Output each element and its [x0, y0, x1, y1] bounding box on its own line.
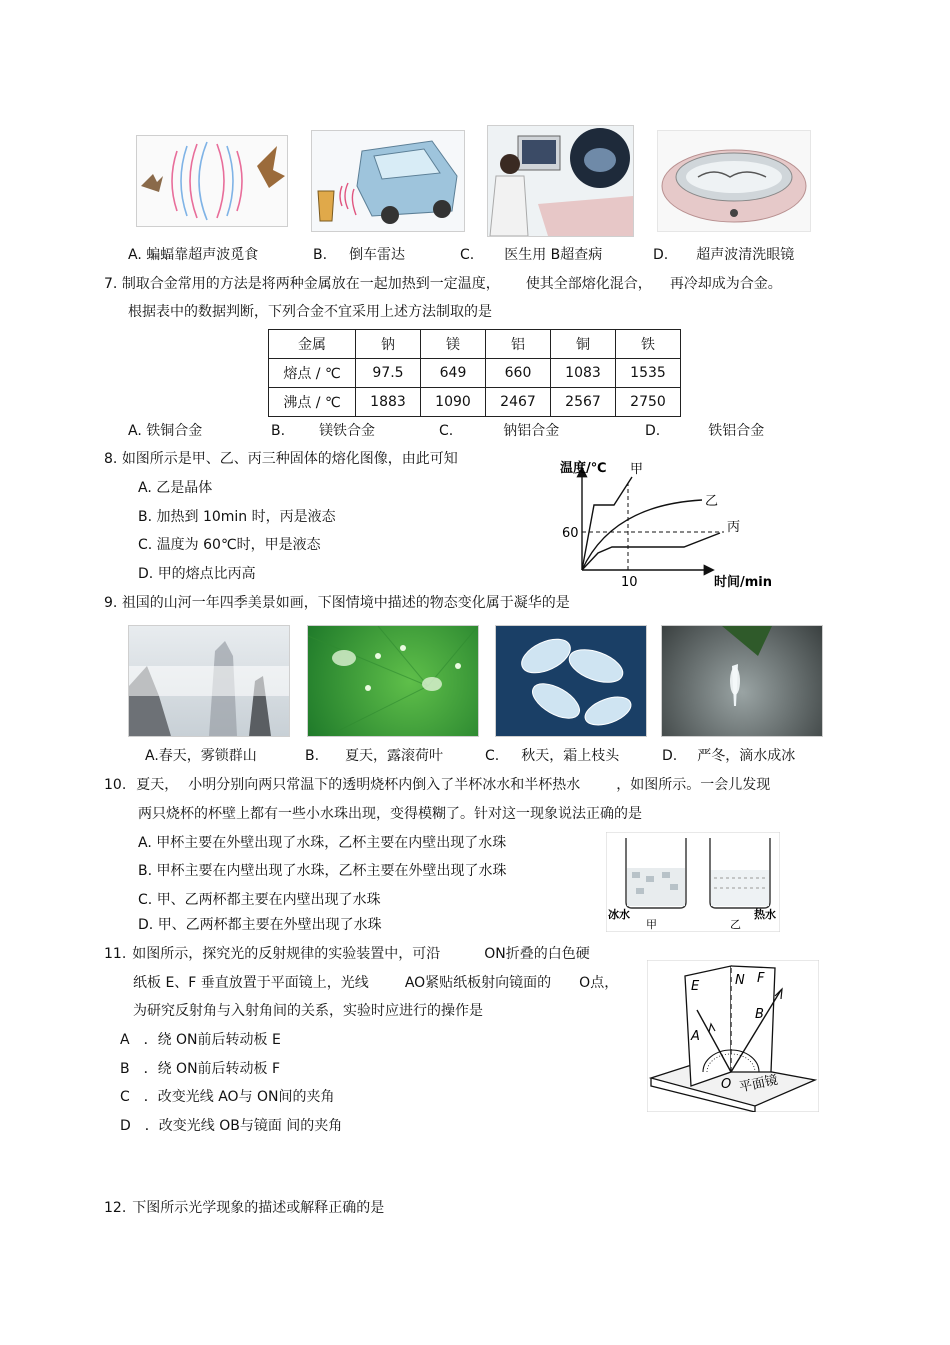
- option-letter: B.: [271, 423, 286, 439]
- ultrasonic-cleaner-image: [657, 130, 811, 232]
- table-cell: 2467: [486, 388, 551, 417]
- option-letter: A.: [128, 247, 142, 263]
- q11-option-d: [120, 1116, 342, 1136]
- q9-option-c: [485, 746, 619, 766]
- q10-stem-line1: [104, 775, 770, 795]
- label-N: N: [735, 973, 745, 988]
- fog-mountains-image: [128, 625, 290, 737]
- q7-option-d: [645, 421, 764, 441]
- label-O: O: [721, 1077, 732, 1092]
- table-cell: 2750: [616, 388, 681, 417]
- q7-stem-part-3: 再冷却成为合金。: [669, 276, 782, 292]
- option-letter: D.: [138, 917, 154, 933]
- label-B: B: [755, 1007, 764, 1022]
- option-text: 加热到 10min 时，丙是液态: [156, 509, 336, 525]
- table-cell: 1090: [421, 388, 486, 417]
- option-text: 甲杯主要在外壁出现了水珠，乙杯主要在内壁出现了水珠: [156, 835, 507, 851]
- melting-graph: [552, 455, 778, 593]
- option-text: 甲、乙两杯都主要在外壁出现了水珠: [157, 917, 382, 933]
- option-text: 铁铜合金: [146, 423, 203, 439]
- b-ultrasound-image: [487, 125, 634, 237]
- table-header-cell: 铝: [486, 330, 551, 359]
- table-header-row: [269, 330, 681, 359]
- option-letter: D.: [662, 748, 678, 764]
- q7-stem-line1: [104, 274, 782, 294]
- option-text: 春天，雾锁群山: [158, 748, 257, 764]
- table-cell: 2567: [551, 388, 616, 417]
- y-tick-label: 60: [562, 526, 579, 541]
- table-cell: 660: [486, 359, 551, 388]
- q11-line1: [104, 944, 590, 964]
- option-letter: C.: [485, 748, 500, 764]
- q8-stem: [104, 449, 458, 469]
- x-tick-label: 10: [621, 575, 638, 590]
- q8-stem-text: 如图所示是甲、乙、丙三种固体的熔化图像，由此可知: [121, 451, 458, 467]
- q7-option-a: [128, 421, 202, 441]
- option-letter: C.: [138, 537, 153, 553]
- option-letter: C.: [138, 892, 153, 908]
- q11-option-a: [120, 1030, 281, 1050]
- option-text: 镁铁合金: [319, 423, 376, 439]
- q11-line3: 为研究反射角与入射角间的关系，实验时应进行的操作是: [133, 1003, 483, 1019]
- option-text: 倒车雷达: [349, 247, 406, 263]
- q9-option-b: [305, 746, 443, 766]
- option-letter: A: [120, 1032, 130, 1048]
- option-text: ．绕 ON前后转动板 F: [143, 1061, 281, 1077]
- hot-water-label: 热水: [754, 908, 776, 921]
- option-letter: B.: [138, 509, 153, 525]
- option-letter: D: [120, 1118, 131, 1134]
- car-radar-image: [311, 130, 465, 232]
- q11-line2-part-2: AO紧贴纸板射向镜面的: [404, 975, 552, 991]
- q10-option-a: [138, 833, 506, 853]
- question-number: 12.: [104, 1200, 127, 1216]
- q12-stem-text: 下图所示光学现象的描述或解释正确的是: [132, 1200, 385, 1216]
- option-text: 医生用 B超查病: [504, 247, 603, 263]
- option-text: 铁铝合金: [708, 423, 765, 439]
- option-letter: B.: [305, 748, 320, 764]
- option-text: 钠铝合金: [503, 423, 560, 439]
- option-text: 秋天，霜上枝头: [521, 748, 620, 764]
- question-number: 7.: [104, 276, 118, 292]
- q9-stem-text: 祖国的山河一年四季美景如画，下图情境中描述的物态变化属于凝华的是: [121, 595, 570, 611]
- q10-option-b: [138, 861, 507, 881]
- option-letter: A.: [128, 423, 142, 439]
- label-bing: 丙: [727, 520, 741, 535]
- option-text: ．改变光线 AO与 ON间的夹角: [143, 1089, 335, 1105]
- q10-stem-part-2: 小明分别向两只常温下的透明烧杯内倒入了半杯冰水和半杯热水: [188, 777, 581, 793]
- option-text: 严冬，滴水成冰: [697, 748, 796, 764]
- beakers-figure: [606, 832, 780, 932]
- table-row: [269, 359, 681, 388]
- table-cell: 97.5: [356, 359, 421, 388]
- q8-option-a: [138, 478, 212, 498]
- q9-option-a: [145, 746, 257, 766]
- q10-stem-part-3: ，如图所示。一会儿发现: [616, 777, 771, 793]
- option-letter: A.: [138, 835, 152, 851]
- q12-stem: [104, 1198, 384, 1218]
- table-row: [269, 388, 681, 417]
- dew-lotus-image: [307, 625, 479, 737]
- q7-stem-part-1: 制取合金常用的方法是将两种金属放在一起加热到一定温度，: [121, 276, 500, 292]
- option-letter: B.: [313, 247, 328, 263]
- option-letter: A.: [138, 480, 152, 496]
- option-letter: C.: [460, 247, 475, 263]
- option-letter: B: [120, 1061, 130, 1077]
- label-A: A: [691, 1029, 700, 1044]
- melting-point-table: [268, 329, 681, 417]
- option-text: 蝙蝠靠超声波觅食: [146, 247, 259, 263]
- table-header-cell: 钠: [356, 330, 421, 359]
- label-yi: 乙: [705, 494, 719, 509]
- q6-option-c: [460, 245, 602, 265]
- jia-label: 甲: [646, 918, 657, 931]
- q6-option-d: [653, 245, 794, 265]
- reflection-figure: [647, 960, 819, 1112]
- option-text: ．改变光线 OB与镜面 间的夹角: [144, 1118, 343, 1134]
- label-E: E: [691, 979, 700, 994]
- q7-option-b: [271, 421, 375, 441]
- q10-option-d: [138, 915, 382, 935]
- label-F: F: [757, 971, 765, 986]
- q6-option-b: [313, 245, 405, 265]
- q11-option-b: [120, 1059, 280, 1079]
- option-text: 温度为 60℃时，甲是液态: [156, 537, 321, 553]
- option-text: 乙是晶体: [156, 480, 213, 496]
- table-cell: 649: [421, 359, 486, 388]
- q8-option-b: [138, 507, 336, 527]
- table-cell: 沸点 / ℃: [269, 388, 356, 417]
- label-jia: 甲: [630, 462, 644, 477]
- table-cell: 熔点 / ℃: [269, 359, 356, 388]
- table-header-cell: 铜: [551, 330, 616, 359]
- table-cell: 1883: [356, 388, 421, 417]
- q7-option-c: [439, 421, 559, 441]
- option-text: 超声波清洗眼镜: [696, 247, 795, 263]
- label-mirror: 平面镜: [737, 1072, 780, 1096]
- table-header-cell: 镁: [421, 330, 486, 359]
- q11-option-c: [120, 1087, 335, 1107]
- option-letter: D.: [138, 566, 154, 582]
- option-text: 甲的熔点比丙高: [157, 566, 256, 582]
- y-axis-label: 温度/℃: [560, 461, 607, 476]
- option-text: 甲杯主要在内壁出现了水珠，乙杯主要在外壁出现了水珠: [156, 863, 507, 879]
- option-letter: B.: [138, 863, 153, 879]
- icicle-image: [661, 625, 823, 737]
- bat-ultrasound-image: [136, 135, 288, 227]
- q11-line2-part-1: 纸板 E、F 垂直放置于平面镜上，光线: [133, 975, 369, 991]
- question-number: 8.: [104, 451, 118, 467]
- table-header-cell: 金属: [269, 330, 356, 359]
- q11-line2: [133, 973, 618, 993]
- table-header-cell: 铁: [616, 330, 681, 359]
- q8-option-d: [138, 564, 256, 584]
- yi-label: 乙: [730, 918, 741, 931]
- q7-stem-line2: 根据表中的数据判断，下列合金不宜采用上述方法制取的是: [128, 304, 492, 320]
- frost-leaves-image: [495, 625, 647, 737]
- q10-stem-part-1: 夏天，: [136, 777, 179, 793]
- option-letter: C.: [439, 423, 454, 439]
- option-letter: A.: [145, 748, 159, 764]
- option-letter: D.: [653, 247, 669, 263]
- q8-option-c: [138, 535, 321, 555]
- question-number: 9.: [104, 595, 118, 611]
- option-letter: C: [120, 1089, 130, 1105]
- ice-water-label: 冰水: [608, 908, 630, 921]
- curve-yi: [582, 500, 702, 570]
- option-text: ．绕 ON前后转动板 E: [143, 1032, 281, 1048]
- q6-option-a: [128, 245, 258, 265]
- q11-line2-part-3: O点，: [579, 975, 619, 991]
- option-letter: D.: [645, 423, 661, 439]
- q11-line1-part-1: 如图所示，探究光的反射规律的实验装置中，可沿: [132, 946, 441, 962]
- option-text: 甲、乙两杯都主要在内壁出现了水珠: [156, 892, 381, 908]
- q10-option-c: [138, 890, 381, 910]
- q7-stem-part-2: 使其全部熔化混合，: [525, 276, 652, 292]
- question-number: 11.: [104, 946, 127, 962]
- question-number: 10.: [104, 777, 127, 793]
- q9-option-d: [662, 746, 795, 766]
- option-text: 夏天，露滚荷叶: [345, 748, 444, 764]
- q10-stem-line2: 两只烧杯的杯壁上都有一些小水珠出现，变得模糊了。针对这一现象说法正确的是: [138, 806, 642, 822]
- q11-line1-part-2: ON折叠的白色硬: [484, 946, 590, 962]
- table-cell: 1083: [551, 359, 616, 388]
- x-axis-label: 时间/min: [714, 575, 773, 590]
- q9-stem: [104, 593, 570, 613]
- table-cell: 1535: [616, 359, 681, 388]
